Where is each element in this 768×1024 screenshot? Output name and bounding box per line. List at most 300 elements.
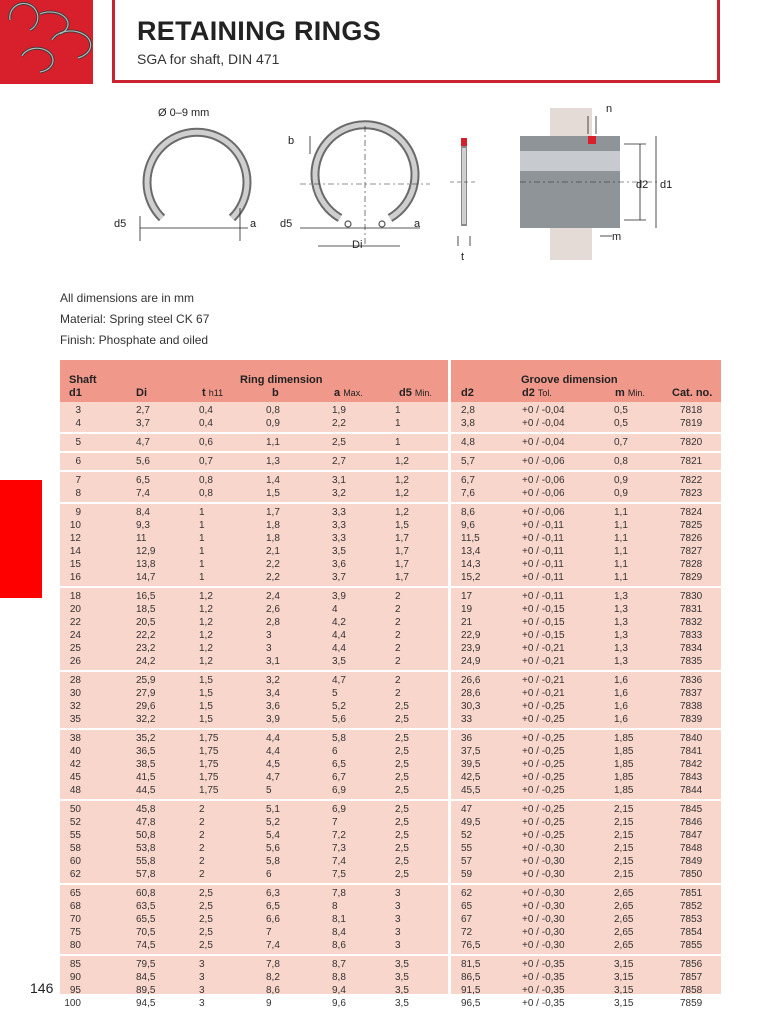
cell-m-min: 3,15 xyxy=(614,959,634,970)
cell-cat-no: 7848 xyxy=(680,843,703,854)
cell-d5-min: 1,7 xyxy=(395,546,409,557)
cell-b: 2,4 xyxy=(266,591,280,602)
cell-b: 0,8 xyxy=(266,405,280,416)
cell-shaft-d1: 48 xyxy=(69,785,81,796)
row-group xyxy=(60,730,721,801)
cell-b: 8,2 xyxy=(266,972,280,983)
cell-t: 1,5 xyxy=(199,688,213,699)
cell-d2-tolerance: +0 / -0,11 xyxy=(522,533,564,544)
cell-shaft-d1: 65 xyxy=(69,888,81,899)
table-row xyxy=(60,803,721,816)
cell-m-min: 2,65 xyxy=(614,940,634,951)
cell-d2-tolerance: +0 / -0,30 xyxy=(522,843,565,854)
cell-t: 2 xyxy=(199,869,205,880)
cell-b: 5 xyxy=(266,785,272,796)
cell-cat-no: 7841 xyxy=(680,746,703,757)
header-ring-dimension: Ring dimension xyxy=(240,374,323,386)
cell-cat-no: 7853 xyxy=(680,914,703,925)
cell-cat-no: 7834 xyxy=(680,643,703,654)
cell-b: 7,8 xyxy=(266,959,280,970)
cell-di: 60,8 xyxy=(136,888,156,899)
cell-d2: 14,3 xyxy=(461,559,481,570)
cell-shaft-d1: 26 xyxy=(69,656,81,667)
cell-t: 1,2 xyxy=(199,630,213,641)
cell-m-min: 3,15 xyxy=(614,998,634,1009)
table-row xyxy=(60,474,721,487)
header-d2: d2 xyxy=(461,387,474,399)
cell-b: 3,6 xyxy=(266,701,280,712)
cell-cat-no: 7824 xyxy=(680,507,703,518)
cell-di: 89,5 xyxy=(136,985,156,996)
cell-d2-tolerance: +0 / -0,35 xyxy=(522,972,565,983)
cell-d2-tolerance: +0 / -0,35 xyxy=(522,959,565,970)
cell-shaft-d1: 55 xyxy=(69,830,81,841)
cell-cat-no: 7832 xyxy=(680,617,703,628)
cell-b: 9 xyxy=(266,998,272,1009)
cell-d2: 7,6 xyxy=(461,488,475,499)
cell-d5-min: 2,5 xyxy=(395,856,409,867)
cell-d5-min: 3 xyxy=(395,914,401,925)
cell-t: 1 xyxy=(199,559,205,570)
cell-d2: 47 xyxy=(461,804,473,815)
cell-a-max: 4 xyxy=(332,604,338,615)
table-row xyxy=(60,436,721,449)
cell-di: 8,4 xyxy=(136,507,150,518)
cell-t: 0,8 xyxy=(199,475,213,486)
cell-d5-min: 3,5 xyxy=(395,985,409,996)
cell-b: 3,1 xyxy=(266,656,280,667)
cell-cat-no: 7818 xyxy=(680,405,703,416)
cell-t: 2 xyxy=(199,830,205,841)
cell-t: 0,4 xyxy=(199,405,213,416)
cell-di: 55,8 xyxy=(136,856,156,867)
cell-a-max: 5,6 xyxy=(332,714,346,725)
header-d5: d5 Min. xyxy=(399,387,432,399)
cell-a-max: 2,7 xyxy=(332,456,346,467)
table-row xyxy=(60,713,721,726)
cell-cat-no: 7847 xyxy=(680,830,703,841)
cell-d2-tolerance: +0 / -0,21 xyxy=(522,643,565,654)
cell-shaft-d1: 25 xyxy=(69,643,81,654)
cell-d2: 17 xyxy=(461,591,473,602)
cell-d2-tolerance: +0 / -0,25 xyxy=(522,772,565,783)
cell-b: 1,1 xyxy=(266,437,280,448)
cell-a-max: 4,2 xyxy=(332,617,346,628)
cell-d2: 52 xyxy=(461,830,473,841)
cell-a-max: 8,1 xyxy=(332,914,346,925)
cell-b: 1,3 xyxy=(266,456,280,467)
cell-d2-tolerance: +0 / -0,15 xyxy=(522,604,565,615)
cell-d2-tolerance: +0 / -0,25 xyxy=(522,817,565,828)
table-row xyxy=(60,545,721,558)
cell-cat-no: 7850 xyxy=(680,869,703,880)
table-row xyxy=(60,603,721,616)
section-tab xyxy=(0,480,42,598)
cell-d2: 4,8 xyxy=(461,437,475,448)
cell-d2: 67 xyxy=(461,914,473,925)
svg-text:d5: d5 xyxy=(114,218,127,230)
cell-d2-tolerance: +0 / -0,30 xyxy=(522,927,565,938)
cell-d5-min: 2 xyxy=(395,688,401,699)
cell-a-max: 8,6 xyxy=(332,940,346,951)
table-row xyxy=(60,700,721,713)
cell-d5-min: 2,5 xyxy=(395,733,409,744)
header-t: t h11 xyxy=(202,387,224,399)
cell-d2-tolerance: +0 / -0,06 xyxy=(522,488,565,499)
header-b: b xyxy=(272,387,279,399)
cell-m-min: 1,3 xyxy=(614,591,628,602)
cell-d5-min: 3 xyxy=(395,927,401,938)
cell-shaft-d1: 5 xyxy=(75,437,81,448)
cell-t: 2 xyxy=(199,843,205,854)
cell-d2-tolerance: +0 / -0,04 xyxy=(522,405,565,416)
cell-di: 45,8 xyxy=(136,804,156,815)
cell-shaft-d1: 8 xyxy=(75,488,81,499)
cell-t: 1,5 xyxy=(199,675,213,686)
cell-m-min: 1,1 xyxy=(614,520,628,531)
cell-b: 4,4 xyxy=(266,733,280,744)
cell-d2: 23,9 xyxy=(461,643,481,654)
cell-d5-min: 2,5 xyxy=(395,843,409,854)
cell-a-max: 3,2 xyxy=(332,488,346,499)
header-cat-no: Cat. no. xyxy=(672,387,713,399)
row-group xyxy=(60,434,721,453)
cell-d2-tolerance: +0 / -0,06 xyxy=(522,507,565,518)
cell-shaft-d1: 90 xyxy=(69,972,81,983)
cell-shaft-d1: 60 xyxy=(69,856,81,867)
cell-cat-no: 7827 xyxy=(680,546,703,557)
cell-shaft-d1: 42 xyxy=(69,759,81,770)
cell-di: 35,2 xyxy=(136,733,156,744)
cell-b: 2,2 xyxy=(266,572,280,583)
cell-d2-tolerance: +0 / -0,11 xyxy=(522,559,564,570)
cell-d2-tolerance: +0 / -0,25 xyxy=(522,714,565,725)
page-number: 146 xyxy=(30,980,54,996)
spec-notes xyxy=(60,288,209,351)
cell-a-max: 3,5 xyxy=(332,656,346,667)
cell-d5-min: 1 xyxy=(395,405,401,416)
cell-shaft-d1: 32 xyxy=(69,701,81,712)
cell-d2-tolerance: +0 / -0,15 xyxy=(522,630,565,641)
cell-cat-no: 7839 xyxy=(680,714,703,725)
cell-d2-tolerance: +0 / -0,11 xyxy=(522,546,564,557)
cell-b: 2,2 xyxy=(266,559,280,570)
cell-di: 11 xyxy=(136,533,147,544)
cell-d2-tolerance: +0 / -0,04 xyxy=(522,418,565,429)
table-row xyxy=(60,771,721,784)
table-row xyxy=(60,655,721,668)
cell-di: 12,9 xyxy=(136,546,156,557)
cell-di: 41,5 xyxy=(136,772,156,783)
cell-t: 1 xyxy=(199,572,205,583)
cell-shaft-d1: 18 xyxy=(69,591,81,602)
cell-d5-min: 3,5 xyxy=(395,998,409,1009)
cell-b: 2,6 xyxy=(266,604,280,615)
cell-a-max: 8,7 xyxy=(332,959,346,970)
cell-a-max: 6 xyxy=(332,746,338,757)
cell-t: 2,5 xyxy=(199,940,213,951)
cell-m-min: 1,1 xyxy=(614,559,628,570)
cell-t: 2,5 xyxy=(199,927,213,938)
table-row xyxy=(60,732,721,745)
cell-d2-tolerance: +0 / -0,30 xyxy=(522,940,565,951)
cell-m-min: 0,5 xyxy=(614,405,628,416)
cell-a-max: 6,7 xyxy=(332,772,346,783)
cell-m-min: 0,9 xyxy=(614,488,628,499)
cell-shaft-d1: 85 xyxy=(69,959,81,970)
cell-di: 18,5 xyxy=(136,604,156,615)
cell-t: 2,5 xyxy=(199,901,213,912)
cell-shaft-d1: 100 xyxy=(64,998,81,1009)
cell-m-min: 2,65 xyxy=(614,914,634,925)
cell-m-min: 1,1 xyxy=(614,507,628,518)
cell-m-min: 2,65 xyxy=(614,927,634,938)
cell-d2: 72 xyxy=(461,927,473,938)
cell-m-min: 1,3 xyxy=(614,643,628,654)
cell-cat-no: 7846 xyxy=(680,817,703,828)
cell-shaft-d1: 3 xyxy=(75,405,81,416)
svg-text:t: t xyxy=(461,251,465,263)
cell-cat-no: 7840 xyxy=(680,733,703,744)
cell-d5-min: 2,5 xyxy=(395,785,409,796)
cell-d2-tolerance: +0 / -0,25 xyxy=(522,733,565,744)
cell-b: 7,4 xyxy=(266,940,280,951)
page-subtitle: SGA for shaft, DIN 471 xyxy=(137,51,280,67)
cell-t: 1,2 xyxy=(199,643,213,654)
svg-text:a: a xyxy=(250,218,257,230)
cell-shaft-d1: 45 xyxy=(69,772,81,783)
cell-d5-min: 1,2 xyxy=(395,456,409,467)
cell-d5-min: 3 xyxy=(395,888,401,899)
table-row xyxy=(60,829,721,842)
cell-a-max: 6,9 xyxy=(332,804,346,815)
row-group xyxy=(60,472,721,504)
cell-cat-no: 7854 xyxy=(680,927,703,938)
svg-text:n: n xyxy=(606,103,613,115)
cell-shaft-d1: 30 xyxy=(69,688,81,699)
row-group xyxy=(60,956,721,1012)
cell-t: 2,5 xyxy=(199,888,213,899)
cell-d5-min: 2,5 xyxy=(395,804,409,815)
cell-m-min: 2,65 xyxy=(614,888,634,899)
cell-cat-no: 7820 xyxy=(680,437,703,448)
cell-d2: 9,6 xyxy=(461,520,475,531)
cell-t: 1,2 xyxy=(199,656,213,667)
cell-d2-tolerance: +0 / -0,35 xyxy=(522,998,565,1009)
cell-m-min: 1,1 xyxy=(614,533,628,544)
cell-m-min: 1,85 xyxy=(614,746,634,757)
cell-d2-tolerance: +0 / -0,25 xyxy=(522,759,565,770)
cell-t: 0,4 xyxy=(199,418,213,429)
shaft-groove-drawing xyxy=(520,103,672,260)
cell-d2: 76,5 xyxy=(461,940,481,951)
cell-d2: 55 xyxy=(461,843,473,854)
cell-t: 3 xyxy=(199,959,205,970)
table-row xyxy=(60,900,721,913)
cell-m-min: 0,5 xyxy=(614,418,628,429)
cell-cat-no: 7842 xyxy=(680,759,703,770)
cell-d2-tolerance: +0 / -0,30 xyxy=(522,856,565,867)
cell-a-max: 3,6 xyxy=(332,559,346,570)
row-group xyxy=(60,453,721,472)
cell-d5-min: 2 xyxy=(395,617,401,628)
cell-m-min: 1,3 xyxy=(614,604,628,615)
cell-a-max: 4,4 xyxy=(332,643,346,654)
cell-m-min: 2,15 xyxy=(614,817,634,828)
cell-t: 1,75 xyxy=(199,746,219,757)
cell-b: 2,1 xyxy=(266,546,280,557)
table-row xyxy=(60,455,721,468)
cell-cat-no: 7836 xyxy=(680,675,703,686)
cell-d5-min: 1,2 xyxy=(395,507,409,518)
cell-shaft-d1: 52 xyxy=(69,817,81,828)
cell-d5-min: 3,5 xyxy=(395,959,409,970)
cell-a-max: 3,1 xyxy=(332,475,346,486)
table-row xyxy=(60,997,721,1010)
cell-a-max: 2,2 xyxy=(332,418,346,429)
cell-d5-min: 2,5 xyxy=(395,817,409,828)
cell-d2-tolerance: +0 / -0,25 xyxy=(522,746,565,757)
cell-cat-no: 7833 xyxy=(680,630,703,641)
cell-a-max: 7,2 xyxy=(332,830,346,841)
cell-d2: 13,4 xyxy=(461,546,481,557)
cell-m-min: 1,3 xyxy=(614,617,628,628)
svg-text:d1: d1 xyxy=(660,179,673,191)
cell-m-min: 1,6 xyxy=(614,714,628,725)
cell-d2: 22,9 xyxy=(461,630,481,641)
cell-m-min: 3,15 xyxy=(614,985,634,996)
cell-a-max: 9,6 xyxy=(332,998,346,1009)
cell-di: 23,2 xyxy=(136,643,156,654)
cell-cat-no: 7845 xyxy=(680,804,703,815)
cell-t: 2 xyxy=(199,856,205,867)
cell-m-min: 1,3 xyxy=(614,656,628,667)
cell-d2-tolerance: +0 / -0,30 xyxy=(522,914,565,925)
cell-d2: 81,5 xyxy=(461,959,481,970)
cell-d2-tolerance: +0 / -0,11 xyxy=(522,520,564,531)
cell-b: 5,6 xyxy=(266,843,280,854)
cell-di: 24,2 xyxy=(136,656,156,667)
cell-shaft-d1: 22 xyxy=(69,617,81,628)
cell-t: 1 xyxy=(199,520,205,531)
cell-d2: 49,5 xyxy=(461,817,481,828)
cell-d2: 91,5 xyxy=(461,985,481,996)
table-row xyxy=(60,558,721,571)
cell-m-min: 2,15 xyxy=(614,869,634,880)
cell-m-min: 1,85 xyxy=(614,759,634,770)
cell-d5-min: 3 xyxy=(395,940,401,951)
cell-d2: 8,6 xyxy=(461,507,475,518)
cell-t: 1,75 xyxy=(199,772,219,783)
cell-a-max: 7,5 xyxy=(332,869,346,880)
cell-a-max: 7,4 xyxy=(332,856,346,867)
row-group xyxy=(60,504,721,588)
cell-cat-no: 7851 xyxy=(680,888,703,899)
cell-di: 9,3 xyxy=(136,520,150,531)
cell-b: 5,4 xyxy=(266,830,280,841)
cell-m-min: 1,1 xyxy=(614,546,628,557)
row-group xyxy=(60,588,721,672)
cell-shaft-d1: 38 xyxy=(69,733,81,744)
cell-cat-no: 7819 xyxy=(680,418,703,429)
cell-b: 1,5 xyxy=(266,488,280,499)
cell-a-max: 4,4 xyxy=(332,630,346,641)
cell-m-min: 1,3 xyxy=(614,630,628,641)
cell-cat-no: 7855 xyxy=(680,940,703,951)
table-row xyxy=(60,868,721,881)
cell-d2: 59 xyxy=(461,869,473,880)
cell-d2: 33 xyxy=(461,714,473,725)
cell-b: 6,6 xyxy=(266,914,280,925)
cell-di: 53,8 xyxy=(136,843,156,854)
cell-a-max: 6,9 xyxy=(332,785,346,796)
cell-d2-tolerance: +0 / -0,30 xyxy=(522,869,565,880)
cell-di: 4,7 xyxy=(136,437,150,448)
cell-d2: 86,5 xyxy=(461,972,481,983)
cell-d5-min: 1,5 xyxy=(395,520,409,531)
cell-d2: 19 xyxy=(461,604,473,615)
cell-d2-tolerance: +0 / -0,25 xyxy=(522,804,565,815)
svg-text:m: m xyxy=(612,231,622,243)
cell-shaft-d1: 10 xyxy=(69,520,81,531)
cell-t: 3 xyxy=(199,998,205,1009)
table-header xyxy=(60,360,721,402)
table-row xyxy=(60,629,721,642)
cell-di: 74,5 xyxy=(136,940,156,951)
table-row xyxy=(60,487,721,500)
cell-shaft-d1: 28 xyxy=(69,675,81,686)
cell-di: 32,2 xyxy=(136,714,156,725)
cell-d5-min: 2 xyxy=(395,591,401,602)
technical-drawings xyxy=(100,96,710,276)
cell-d5-min: 1,2 xyxy=(395,475,409,486)
cell-cat-no: 7859 xyxy=(680,998,703,1009)
cell-shaft-d1: 12 xyxy=(69,533,81,544)
note-dimensions: All dimensions are in mm xyxy=(60,291,195,305)
header-groove-dimension: Groove dimension xyxy=(521,374,618,386)
cell-a-max: 5 xyxy=(332,688,338,699)
table-row xyxy=(60,532,721,545)
cell-a-max: 3,3 xyxy=(332,533,346,544)
cell-b: 1,8 xyxy=(266,533,280,544)
cell-di: 79,5 xyxy=(136,959,156,970)
cell-cat-no: 7856 xyxy=(680,959,703,970)
cell-t: 1,75 xyxy=(199,759,219,770)
cell-di: 2,7 xyxy=(136,405,150,416)
cell-b: 3,4 xyxy=(266,688,280,699)
cell-d2: 37,5 xyxy=(461,746,481,757)
table-row xyxy=(60,674,721,687)
cell-d5-min: 1,7 xyxy=(395,533,409,544)
cell-di: 38,5 xyxy=(136,759,156,770)
note-material: Material: Spring steel CK 67 xyxy=(60,312,210,326)
table-row xyxy=(60,417,721,430)
cell-di: 16,5 xyxy=(136,591,156,602)
cell-di: 50,8 xyxy=(136,830,156,841)
cell-d2-tolerance: +0 / -0,06 xyxy=(522,456,565,467)
cell-b: 5,2 xyxy=(266,817,280,828)
cell-d2: 21 xyxy=(461,617,473,628)
cell-t: 3 xyxy=(199,985,205,996)
cell-t: 1,5 xyxy=(199,714,213,725)
cell-cat-no: 7858 xyxy=(680,985,703,996)
cell-m-min: 2,15 xyxy=(614,843,634,854)
cell-d2: 26,6 xyxy=(461,675,481,686)
cell-shaft-d1: 20 xyxy=(69,604,81,615)
cell-m-min: 3,15 xyxy=(614,972,634,983)
cell-m-min: 2,15 xyxy=(614,830,634,841)
cell-a-max: 5,2 xyxy=(332,701,346,712)
